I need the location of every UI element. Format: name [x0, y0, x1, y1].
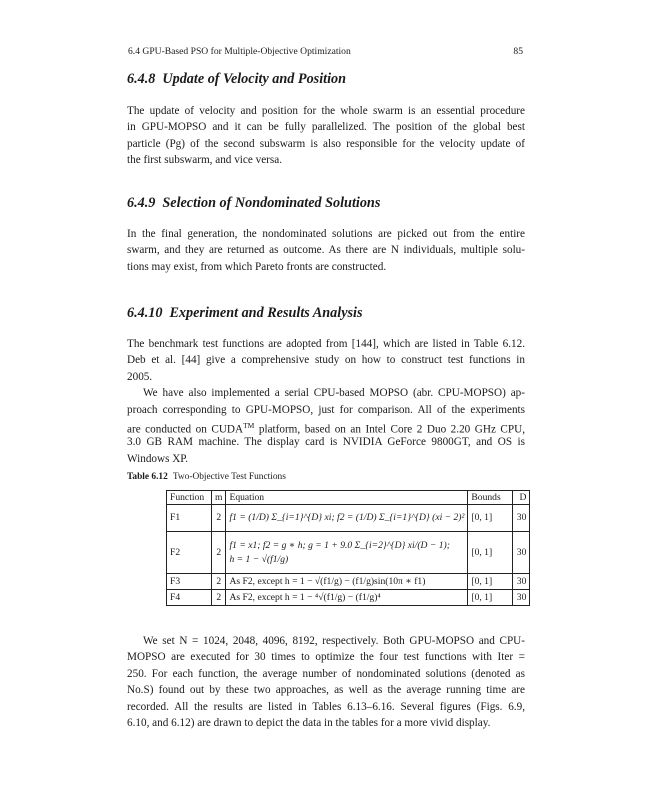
text-line: No.S) found out by these two approaches, as well as the average running time are: [127, 684, 525, 697]
text-line: tions may exist, from which Pareto fronts are constructed.: [127, 260, 387, 273]
text-line: in GPU-MOPSO and it can be fully parallelized. The position of the global best: [127, 121, 525, 134]
section-heading-6-4-10: [127, 304, 362, 322]
equation-line: h = 1 − √(f1/g): [229, 553, 289, 565]
trademark-superscript: TM: [243, 420, 255, 430]
cell-m: 2: [212, 574, 226, 590]
cell-m: 2: [212, 532, 226, 574]
table-row: [167, 532, 530, 574]
text-fragment: platform, based on an Intel Core 2 Duo 2.20 GHz CPU,: [254, 423, 525, 436]
test-functions-table: [166, 490, 530, 606]
table-caption-text: Two-Objective Test Functions: [172, 472, 286, 482]
column-header: m: [212, 491, 226, 505]
table-label: Table 6.12: [127, 472, 168, 482]
table-row: [167, 590, 530, 606]
text-line: 3.0 GB RAM machine. The display card is NVIDIA GeForce 9800GT, and OS is: [127, 436, 525, 449]
cell-equation: [226, 505, 468, 532]
text-line: Deb et al. [44] give a comprehensive study on how to construct test functions in: [127, 354, 525, 367]
cell-equation: [226, 532, 468, 574]
text-line: swarm, and they are returned as outcome. As there are N individuals, multiple solu-: [127, 244, 525, 257]
cell-function: F1: [167, 505, 212, 532]
equation-line: f1 = (1/D) Σ_{i=1}^{D} xi; f2 = (1/D) Σ_{i=1}^{D} (xi − 2)²: [229, 512, 465, 523]
section-heading-6-4-8: [127, 70, 346, 88]
text-line: [127, 633, 525, 649]
text-line: The benchmark test functions are adopted from [144], which are listed in Table 6.12.: [127, 338, 525, 350]
text-line: In the final generation, the nondominated solutions are picked out from the entire: [127, 228, 525, 240]
text-fragment: We have also implemented a serial CPU-based MOPSO (abr. CPU-MOPSO) ap-: [143, 387, 525, 400]
table-caption: [127, 471, 286, 483]
section-number: 6.4.8: [127, 71, 156, 87]
page-number: 85: [513, 46, 523, 57]
running-head: [128, 45, 523, 59]
column-header: Function: [167, 491, 212, 505]
text-line: particle (Pg) of the second subswarm is also responsible for the velocity update of: [127, 137, 525, 150]
column-header: Equation: [226, 491, 468, 505]
paragraph-velocity-update: [127, 103, 525, 169]
section-number: 6.4.10: [127, 305, 163, 321]
cell-bounds: [0, 1]: [468, 590, 513, 606]
column-header: D: [513, 491, 530, 505]
table-row: [167, 505, 530, 532]
cell-equation: [226, 574, 468, 590]
equation-line: As F2, except h = 1 − ⁴√(f1/g) − (f1/g)⁴: [229, 591, 381, 603]
cell-equation: [226, 590, 468, 606]
paragraph-experiment-setup: [127, 633, 525, 731]
cell-d: 30: [513, 590, 530, 606]
cell-function: F4: [167, 590, 212, 606]
section-title: Experiment and Results Analysis: [169, 305, 363, 321]
cell-bounds: [0, 1]: [468, 505, 513, 532]
cell-bounds: [0, 1]: [468, 574, 513, 590]
paragraph-nondominated-selection: [127, 226, 525, 275]
text-line: 6.10, and 6.12) are drawn to depict the data in the tables for a more vivid display.: [127, 716, 491, 729]
text-line: The update of velocity and position for the whole swarm is an essential procedure: [127, 105, 525, 117]
text-line: proach corresponding to GPU-MOPSO, just for comparison. All of the experiments: [127, 403, 525, 416]
text-line: recorded. All the results are listed in Tables 6.13–6.16. Several figures (Figs. 6.9,: [127, 700, 525, 713]
running-head-title: 6.4 GPU-Based PSO for Multiple-Objective Optimization: [128, 46, 351, 57]
text-line: 250. For each function, the average number of nondominated solutions (denoted as: [127, 667, 525, 680]
equation-line: f1 = x1; f2 = g ∗ h; g = 1 + 9.0 Σ_{i=2}^{D} xi/(D − 1);: [229, 539, 450, 551]
equation-line: As F2, except h = 1 − √(f1/g) − (f1/g)sin(10π ∗ f1): [229, 575, 426, 587]
cell-bounds: [0, 1]: [468, 532, 513, 574]
cell-function: F2: [167, 532, 212, 574]
cell-m: 2: [212, 590, 226, 606]
table-row: [167, 574, 530, 590]
cell-d: 30: [513, 532, 530, 574]
paragraph-benchmark: [127, 336, 525, 467]
column-header: Bounds: [468, 491, 513, 505]
text-fragment: We set N = 1024, 2048, 4096, 8192, respectively. Both GPU-MOPSO and CPU-: [143, 635, 525, 647]
section-title: Selection of Nondominated Solutions: [162, 195, 381, 211]
cell-function: F3: [167, 574, 212, 590]
table-header-row: [167, 491, 530, 505]
cell-m: 2: [212, 505, 226, 532]
text-fragment: are conducted on CUDA: [127, 423, 244, 436]
section-title: Update of Velocity and Position: [162, 71, 347, 87]
cell-d: 30: [513, 505, 530, 532]
text-line: 2005.: [127, 370, 153, 383]
text-line: [127, 385, 525, 401]
section-number: 6.4.9: [127, 195, 156, 211]
section-heading-6-4-9: [127, 194, 380, 212]
cell-d: 30: [513, 574, 530, 590]
text-line: [127, 418, 525, 434]
text-line: the first subswarm, and vice versa.: [127, 154, 283, 167]
text-line: Windows XP.: [127, 452, 189, 465]
text-line: MOPSO are executed for 30 times to optimize the four test functions with Iter =: [127, 651, 525, 664]
